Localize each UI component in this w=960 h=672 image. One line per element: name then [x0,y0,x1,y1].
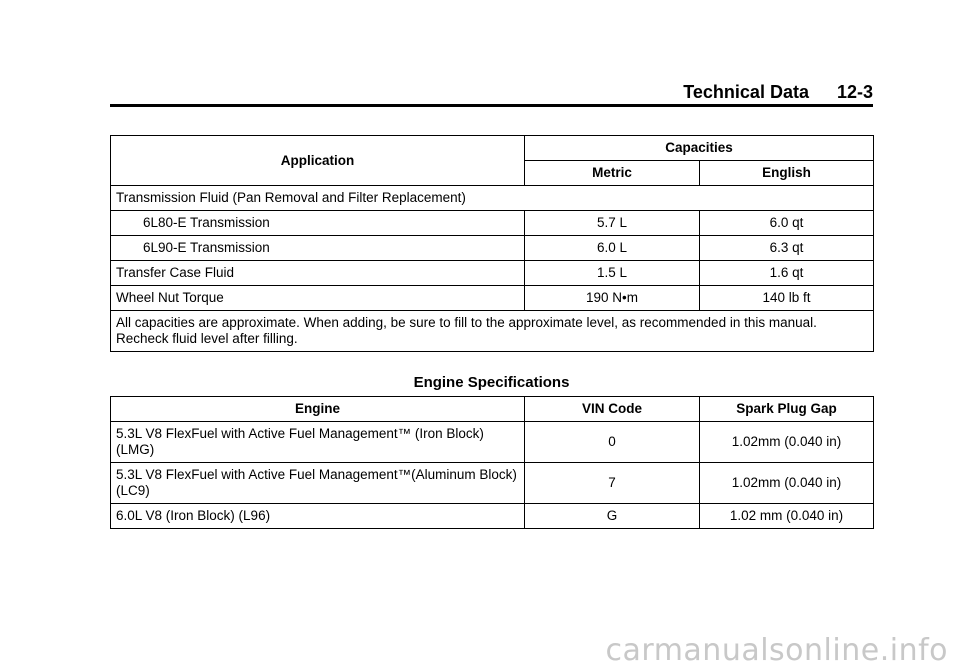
english-cell: 6.3 qt [700,236,874,261]
table-row [111,504,874,529]
table-row [111,286,874,311]
table-row [111,261,874,286]
table-row [111,236,874,261]
section-title: Technical Data [683,82,809,102]
watermark: carmanualsonline.info [605,633,948,668]
engine-header: Engine [111,397,525,422]
metric-cell: 5.7 L [525,211,700,236]
application-cell: 6L90-E Transmission [111,236,525,261]
english-cell: 1.6 qt [700,261,874,286]
spark-plug-gap-cell: 1.02mm (0.040 in) [700,422,874,463]
metric-cell: 1.5 L [525,261,700,286]
engine-cell: 5.3L V8 FlexFuel with Active Fuel Management™(Aluminum Block) (LC9) [111,463,525,504]
capacities-note: All capacities are approximate. When adding, be sure to fill to the approximate level, as recommended in this manual. Recheck fluid level after filling. [111,311,874,352]
vin-code-cell: 7 [525,463,700,504]
metric-cell: 190 N•m [525,286,700,311]
page-header [110,80,873,104]
page-number: 12-3 [836,82,873,102]
table-row [111,422,874,463]
engine-specifications-title: Engine Specifications [413,374,570,391]
vin-code-header: VIN Code [525,397,700,422]
application-cell: Wheel Nut Torque [111,286,525,311]
spark-plug-gap-cell: 1.02 mm (0.040 in) [700,504,874,529]
application-cell: Transfer Case Fluid [111,261,525,286]
engine-specifications-table [110,396,874,529]
spark-plug-gap-header: Spark Plug Gap [700,397,874,422]
english-cell: 140 lb ft [700,286,874,311]
table-row [111,211,874,236]
header-rule [110,104,873,107]
engine-cell: 6.0L V8 (Iron Block) (L96) [111,504,525,529]
english-header: English [700,161,874,186]
application-cell: 6L80-E Transmission [111,211,525,236]
capacities-table [110,135,874,352]
transmission-fluid-section-row: Transmission Fluid (Pan Removal and Filter Replacement) [111,186,874,211]
metric-header: Metric [525,161,700,186]
english-cell: 6.0 qt [700,211,874,236]
application-header: Application [111,136,525,186]
vin-code-cell: G [525,504,700,529]
engine-cell: 5.3L V8 FlexFuel with Active Fuel Management™ (Iron Block) (LMG) [111,422,525,463]
spark-plug-gap-cell: 1.02mm (0.040 in) [700,463,874,504]
vin-code-cell: 0 [525,422,700,463]
table-row [111,463,874,504]
metric-cell: 6.0 L [525,236,700,261]
capacities-header: Capacities [525,136,874,161]
